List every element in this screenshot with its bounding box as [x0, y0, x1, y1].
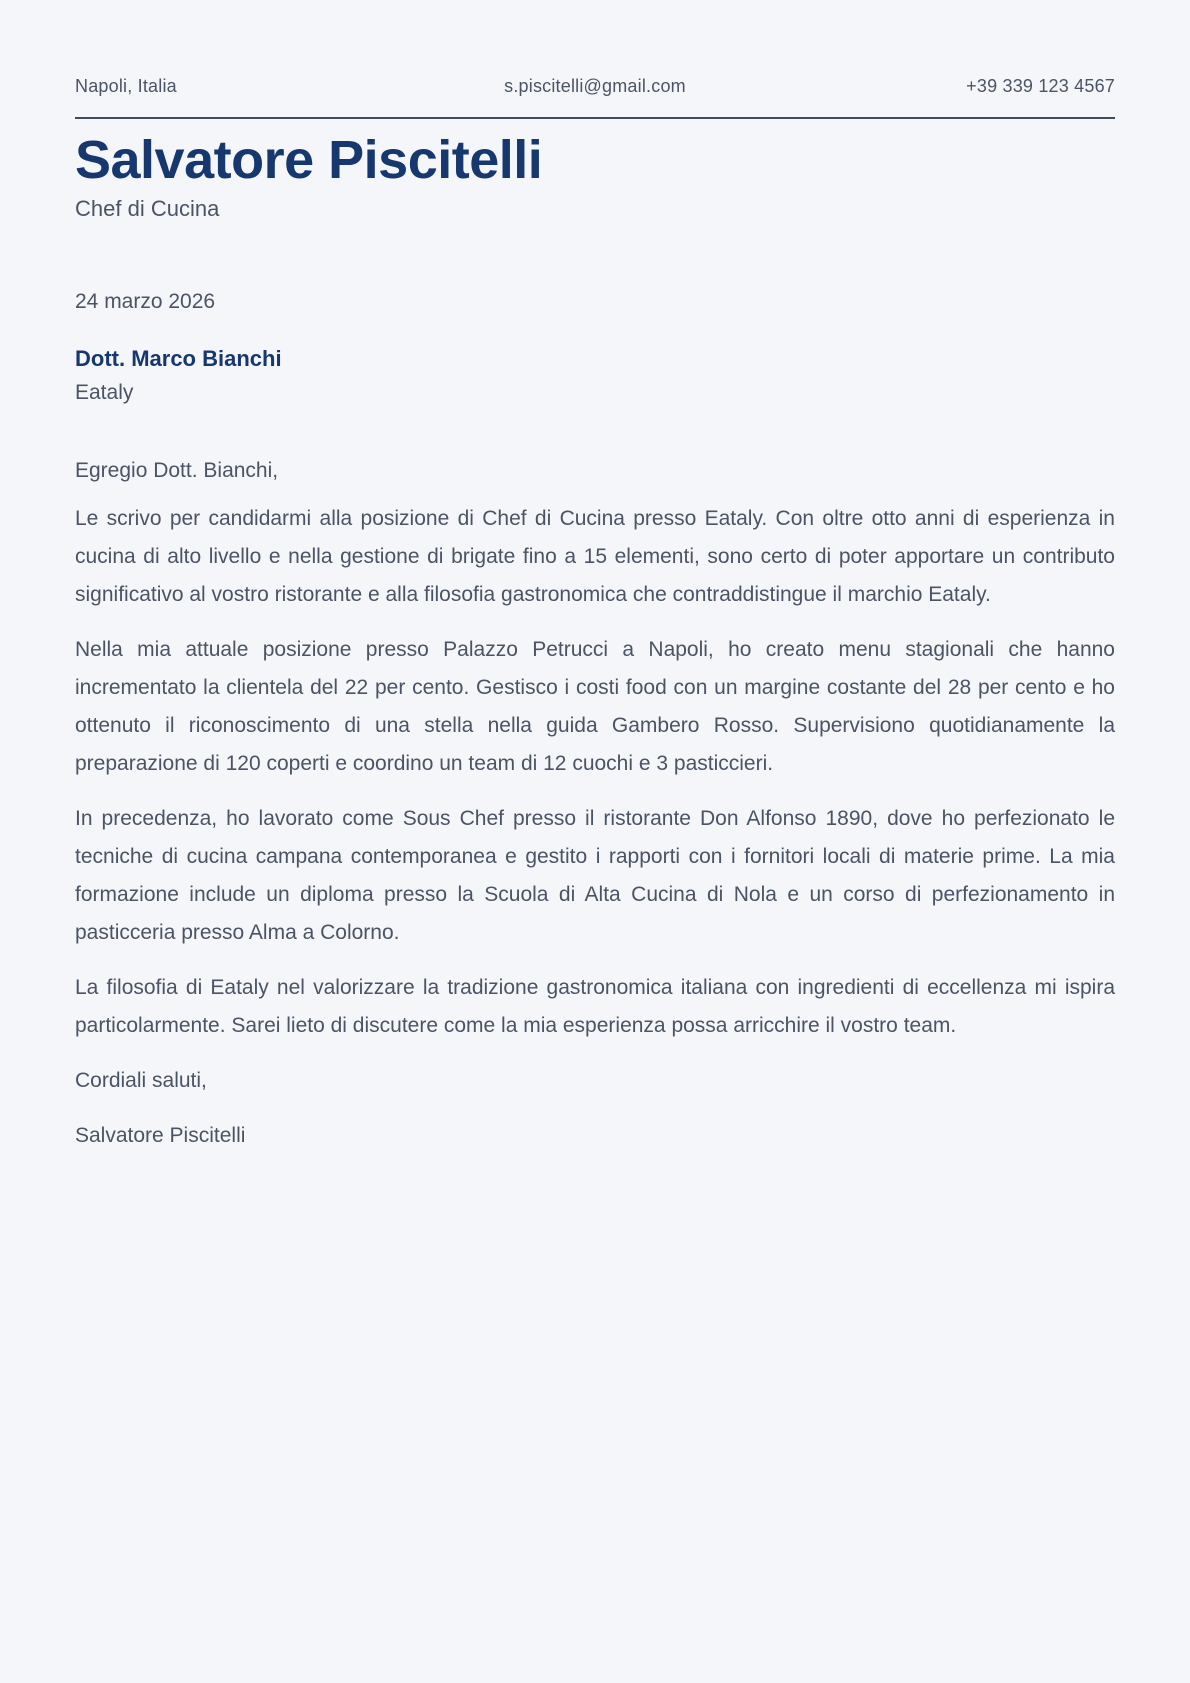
- page-title: Salvatore Piscitelli: [75, 130, 543, 190]
- recipient-name: Dott. Marco Bianchi: [75, 346, 282, 372]
- contact-header: [75, 76, 1115, 97]
- letter-date: 24 marzo 2026: [75, 290, 216, 314]
- signature-line: Salvatore Piscitelli: [75, 1124, 246, 1148]
- letter-paragraph-2: Nella mia attuale posizione presso Palazzo Petrucci a Napoli, ho creato menu stagionali che hanno incrementato la clientela del 22 per cento. Gestisco i costi food con un margine costante del 28 per cento e ho ottenuto il riconoscimento di una stella nella guida Gambero Rosso. Supervisiono quotidianamente la preparazione di 120 coperti e coordino un team di 12 cuochi e 3 pasticcieri.: [75, 638, 1115, 776]
- recipient-block: [75, 346, 1115, 405]
- contact-phone: +39 339 123 4567: [966, 76, 1116, 96]
- contact-email: s.piscitelli@gmail.com: [504, 76, 686, 96]
- contact-location: Napoli, Italia: [75, 76, 177, 96]
- job-title: Chef di Cucina: [75, 196, 220, 222]
- letter-paragraph-3: In precedenza, ho lavorato come Sous Chef presso il ristorante Don Alfonso 1890, dove ho perfezionato le tecniche di cucina campana contemporanea e gestito i rapporti con i fornitori locali di materie prime. La mia formazione include un diploma presso la Scuola di Alta Cucina di Nola e un corso di perfezionamento in pasticceria presso Alma a Colorno.: [75, 807, 1115, 945]
- letter-paragraph-1: Le scrivo per candidarmi alla posizione di Chef di Cucina presso Eataly. Con oltre otto anni di esperienza in cucina di alto livello e nella gestione di brigate fino a 15 elementi, sono certo di poter apportare un contributo significativo al vostro ristorante e alla filosofia gastronomica che contraddistingue il marchio Eataly.: [75, 507, 1115, 607]
- salutation: Egregio Dott. Bianchi,: [75, 459, 279, 483]
- letter-paragraph-4: La filosofia di Eataly nel valorizzare la tradizione gastronomica italiana con ingredienti di eccellenza mi ispira particolarmente. Sarei lieto di discutere come la mia esperienza possa arricchire il vostro team.: [75, 976, 1115, 1038]
- header-divider: [75, 117, 1115, 119]
- recipient-company: Eataly: [75, 381, 134, 405]
- closing-line: Cordiali saluti,: [75, 1069, 207, 1093]
